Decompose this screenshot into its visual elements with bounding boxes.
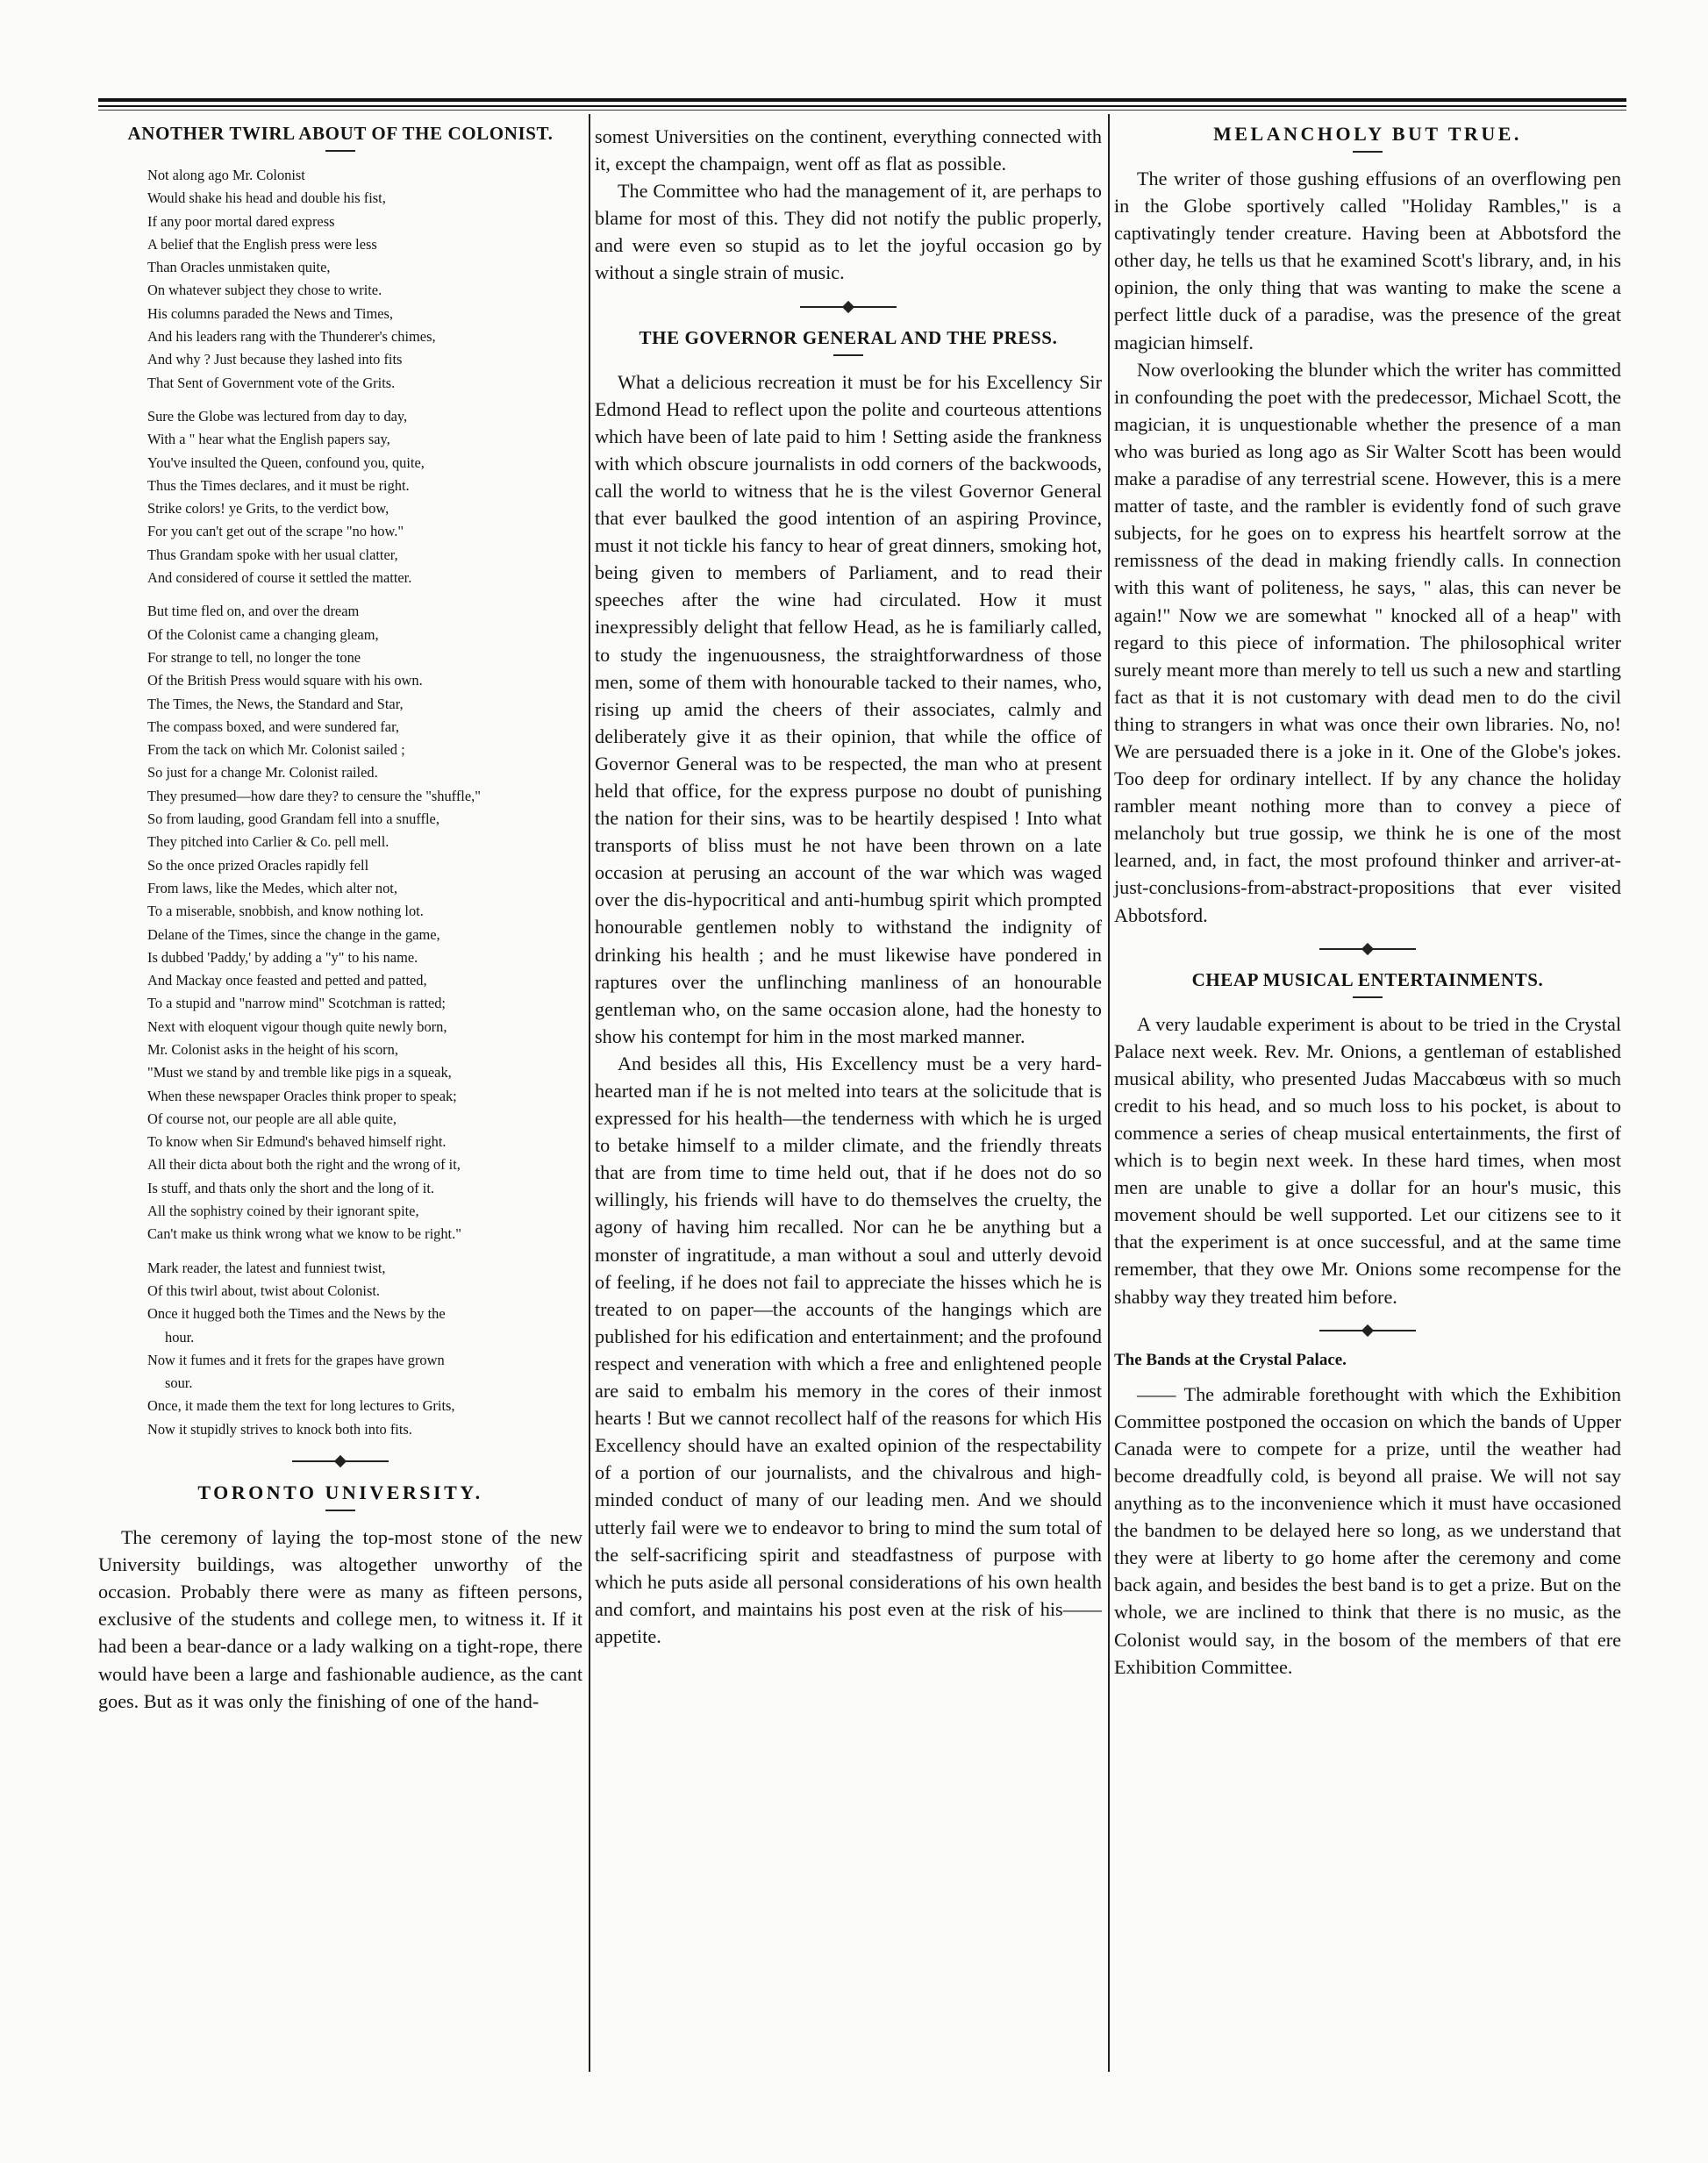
poem-stanza bbox=[147, 164, 582, 395]
poem-line: But time fled on, and over the dream bbox=[147, 603, 360, 620]
section-ornament bbox=[1114, 1323, 1621, 1338]
article-title: TORONTO UNIVERSITY. bbox=[197, 1481, 483, 1504]
column-right bbox=[1114, 123, 1621, 1681]
poem-line: If any poor mortal dared express bbox=[147, 212, 335, 230]
poem-line: Of this twirl about, twist about Colonist. bbox=[147, 1281, 380, 1299]
poem-line: sour. bbox=[165, 1374, 193, 1392]
poem-line: Now it fumes and it frets for the grapes have grown bbox=[147, 1351, 445, 1368]
title-dash bbox=[1353, 996, 1383, 998]
article-title: CHEAP MUSICAL ENTERTAINMENTS. bbox=[1191, 968, 1544, 990]
poem-line: His columns paraded the News and Times, bbox=[147, 304, 393, 322]
poem-line: Mr. Colonist asks in the height of his scorn, bbox=[147, 1040, 398, 1058]
poem-line: And Mackay once feasted and petted and patted, bbox=[147, 972, 427, 989]
article-body: —— The admirable forethought with which the Exhibition Committee postponed the occasion on which the bands of Upper Canada were to compete for a prize, until the weather had become dreadfully cold, is beyond all praise. We will not say anything as to the inconvenience which it must have occasioned the bandmen to be delayed here so long, as we understand that they were at liberty to go home after the ceremony and come back again, and besides the best band is to get a prize. But on the whole, we are inclined to think that there is no music, as the Colonist would say, in the bosom of the members of that ere Exhibition Committee. bbox=[1114, 1382, 1621, 1678]
poem-stanza bbox=[147, 600, 582, 1246]
article-paragraph: Now overlooking the blunder which the writer has committed in confounding the poet with the predecessor, Michael Scott, the magician, it is unquestionable whether the presence of a man who was buried as long ago as Sir Walter Scott has been would make a paradise of any terrestrial scene. However, this is a mere matter of taste, and the rambler is evidently fond of such grave subjects, for he goes on to express his heartfelt sorrow at the remissness of the dead in making friendly calls. In connection with this want of politeness, he says, " alas, this can never be again!" Now we are somewhat " knocked all of a heap" with regard to this piece of information. The philosophical writer surely meant more than merely to tell us such a new and startling fact as that it is not customary with dead men to do the civil thing to strangers in what was once their own libraries. No, no! We are persuaded there is a joke in it. One of the Globe's jokes. Too deep for ordinary intellect. If by any chance the holiday rambler meant nothing more than to convey a piece of melancholy but true gossip, we think he is one of the most learned, and, in fact, the most profound thinker and arriver-at-just-conclusions-from-abstract-propositions that ever visited Abbotsford. bbox=[1114, 358, 1621, 926]
article-body: The ceremony of laying the top-most stone of the new University buildings, was altogether unworthy of the occasion. Probably there were as many as fifteen persons, exclusive of the students and college men, to witness it. If it had been a bear-dance or a lady walking on a tight-rope, there would have been a large and fashionable audience, as the cant goes. But as it was only the finishing of one of the hand- bbox=[98, 1526, 582, 1712]
title-dash bbox=[833, 354, 863, 356]
section-ornament bbox=[1114, 941, 1621, 957]
poem-line: So from lauding, good Grandam fell into a snuffle, bbox=[147, 810, 440, 828]
article-title: MELANCHOLY BUT TRUE. bbox=[1213, 123, 1522, 145]
article-toronto-university bbox=[98, 1481, 582, 1715]
poem-line: "Must we stand by and tremble like pigs in a squeak, bbox=[147, 1064, 452, 1082]
poem-line: Not along ago Mr. Colonist bbox=[147, 167, 305, 183]
poem-line: When these newspaper Oracles think proper to speak; bbox=[147, 1087, 457, 1104]
column-divider-right bbox=[1108, 114, 1110, 2072]
article-body: A very laudable experiment is about to be tried in the Crystal Palace next week. Rev. Mr. Onions, a gentleman of established musical ability, who presented Judas Maccabœus with so much credit to his head, and so much loss to his pocket, is about to commence a series of cheap musical entertainments, the first of which is to begin next week. In these hard times, when most men are unable to give a dollar for an hour's music, this movement should be well supported. Let our citizens see to it that the experiment is at once successful, and at the same time remember, that they owe Mr. Onions some recompense for the shabby way they treated him before. bbox=[1114, 1012, 1621, 1308]
poem-line: From the tack on which Mr. Colonist sailed ; bbox=[147, 741, 405, 759]
poem-line: Of course not, our people are all able quite, bbox=[147, 1110, 397, 1127]
article-bands bbox=[1114, 1351, 1621, 1681]
article-paragraph: The writer of those gushing effusions of an overflowing pen in the Globe sportively called "Holiday Rambles," is a captivatingly tender creature. Having been at Abbotsford the other day, he tells us that he examined Scott's library, and, in his opinion, the only thing that was wanting to make the scene a perfect little duck of a paradise, was the presence of the great magician himself. bbox=[1114, 168, 1621, 353]
poem bbox=[147, 164, 582, 1441]
article-title: ANOTHER TWIRL ABOUT OF THE COLONIST. bbox=[127, 123, 554, 144]
section-ornament bbox=[595, 299, 1102, 315]
poem-line: To a stupid and "narrow mind" Scotchman is ratted; bbox=[147, 995, 446, 1012]
column-middle bbox=[595, 123, 1102, 1650]
poem-line: All their dicta about both the right and the wrong of it, bbox=[147, 1156, 461, 1174]
poem-line: They pitched into Carlier & Co. pell mell. bbox=[147, 833, 389, 851]
poem-line: You've insulted the Queen, confound you, quite, bbox=[147, 453, 425, 471]
poem-line: On whatever subject they chose to write. bbox=[147, 282, 382, 299]
section-ornament bbox=[98, 1453, 582, 1469]
poem-line: Would shake his head and double his fist, bbox=[147, 189, 386, 207]
poem-line: So just for a change Mr. Colonist railed. bbox=[147, 764, 378, 782]
masthead-rule-thin bbox=[98, 105, 1626, 107]
poem-line: Is dubbed 'Paddy,' by adding a "y" to his name. bbox=[147, 948, 418, 966]
poem-line: And considered of course it settled the matter. bbox=[147, 569, 412, 587]
article-musical bbox=[1114, 969, 1621, 1310]
poem-line: Thus Grandam spoke with her usual clatter, bbox=[147, 546, 398, 563]
title-dash bbox=[325, 150, 355, 152]
article-governor-general bbox=[595, 327, 1102, 1650]
poem-line: A belief that the English press were less bbox=[147, 235, 377, 253]
poem-line: hour. bbox=[165, 1328, 195, 1346]
poem-line: Strike colors! ye Grits, to the verdict bow, bbox=[147, 500, 389, 518]
poem-line: To know when Sir Edmund's behaved himself right. bbox=[147, 1133, 447, 1151]
poem-line: That Sent of Government vote of the Grits. bbox=[147, 374, 396, 391]
poem-line: Mark reader, the latest and funniest twist, bbox=[147, 1259, 386, 1276]
masthead-rule-hairline bbox=[98, 110, 1626, 111]
poem-line: Once, it made them the text for long lectures to Grits, bbox=[147, 1397, 455, 1415]
poem-line: For strange to tell, no longer the tone bbox=[147, 648, 361, 666]
poem-line: Once it hugged both the Times and the News by the bbox=[147, 1305, 446, 1323]
poem-line: To a miserable, snobbish, and know nothing lot. bbox=[147, 903, 424, 920]
column-divider-left bbox=[589, 114, 590, 2072]
article-body: The Committee who had the management of it, are perhaps to blame for most of this. They did not notify the public properly, and were even so stupid as to let the joyful occasion go by without a single strain of music. bbox=[595, 180, 1102, 284]
poem-line: All the sophistry coined by their ignorant spite, bbox=[147, 1203, 419, 1220]
poem-line: Than Oracles unmistaken quite, bbox=[147, 259, 331, 276]
article-body-continued: somest Universities on the continent, everything connected with it, except the champaign, went off as flat as possible. bbox=[595, 125, 1102, 175]
article-title: THE GOVERNOR GENERAL AND THE PRESS. bbox=[639, 326, 1058, 348]
poem-line: The compass boxed, and were sundered far, bbox=[147, 717, 399, 735]
poem-line: Can't make us think wrong what we know to be right." bbox=[147, 1225, 461, 1243]
poem-line: And his leaders rang with the Thunderer's chimes, bbox=[147, 328, 436, 346]
article-paragraph: And besides all this, His Excellency must be a very hard-hearted man if he is not melted into tears at the solicitude that is expressed for his health—the tenderness with which he is urged to betake himself to a milder climate, and the friendly threats that are from time to time held out, that if he does not do so willingly, his friends will have to do themselves the cruelty, the agony of having him recalled. Nor can he be anything but a monster of ingratitude, a man without a soul and utterly devoid of feeling, if he does not fail to appreciate the hisses which he is treated to on paper—the accounts of the hangings which are published for his edification and entertainment; and the profound respect and veneration with which a free and enlightened people are said to embalm his memory in the cores of their inmost hearts ! But we cannot recollect half of the reasons for which His Excellency should have an exalted opinion of the respectability of a portion of our journalists, and the chivalrous and high-minded conduct of many of our leading men. And we should utterly fail were we to endeavor to bring to mind the sum total of the self-sacrificing spirit and steadfastness of purpose with which he puts aside all personal considerations of his own health and comfort, and maintains his post even at the risk of his——appetite. bbox=[595, 1052, 1102, 1647]
poem-stanza bbox=[147, 1257, 582, 1441]
column-left bbox=[98, 123, 582, 1715]
poem-line: And why ? Just because they lashed into fits bbox=[147, 351, 403, 368]
article-title: The Bands at the Crystal Palace. bbox=[1114, 1350, 1347, 1369]
poem-line: The Times, the News, the Standard and Star, bbox=[147, 695, 404, 712]
poem-line: For you can't get out of the scrape "no how." bbox=[147, 523, 404, 540]
poem-line: Next with eloquent vigour though quite newly born, bbox=[147, 1017, 447, 1035]
poem-line: Thus the Times declares, and it must be right. bbox=[147, 476, 410, 494]
title-dash bbox=[1353, 151, 1383, 153]
poem-line: Delane of the Times, since the change in the game, bbox=[147, 925, 440, 943]
poem-line: Of the Colonist came a changing gleam, bbox=[147, 625, 379, 643]
poem-line: Of the British Press would square with his own. bbox=[147, 672, 423, 689]
poem-line: They presumed—how dare they? to censure the "shuffle," bbox=[147, 787, 481, 804]
poem-line: Is stuff, and thats only the short and the long of it. bbox=[147, 1179, 435, 1196]
article-melancholy bbox=[1114, 123, 1621, 929]
article-paragraph: What a delicious recreation it must be for his Excellency Sir Edmond Head to reflect upon the polite and courteous attentions which have been of late paid to him ! Setting aside the frankness with which obscure journalists in odd corners of the backwoods, call the world to witness that he is the vilest Governor General that ever baulked the good intention of an aspiring Province, must it not tickle his fancy to hear of great dinners, smoking hot, being given to members of Parliament, and to read their speeches after the wine had circulated. How it must inexpressibly delight that fellow Head, as he is familiarly called, to study the ingenuousness, the straightforwardness of those men, some of them with honourable tacked to their names, who, rising up amid the cheers of their associates, calmly and deliberately give it as their opinion, that while the office of Governor General was to be respected, the man who at present held that office, for the express purpose no doubt of punishing the nation for their sins, was to be heartily despised ! Into what transports of bliss must he not have been thrown on a late occasion at perusing an account of the war which was waged over the dis-hypocritical and anti-humbug spirit which prompted honourable gentlemen nobly to withstand the indignity of drinking his health ; and he must likewise have pondered in raptures over the unflinching manliness of an honourable gentleman who, on the same occasion alone, had the honesty to show his contempt for him in the most marked manner. bbox=[595, 370, 1102, 1047]
poem-stanza bbox=[147, 405, 582, 589]
title-dash bbox=[325, 1510, 355, 1511]
article-colonist bbox=[98, 123, 582, 1441]
poem-line: With a " hear what the English papers say, bbox=[147, 431, 390, 448]
poem-line: From laws, like the Medes, which alter not, bbox=[147, 879, 397, 896]
poem-line: Sure the Globe was lectured from day to day, bbox=[147, 407, 408, 425]
poem-line: Now it stupidly strives to knock both into fits. bbox=[147, 1420, 412, 1438]
poem-line: So the once prized Oracles rapidly fell bbox=[147, 856, 369, 874]
masthead-rule bbox=[98, 98, 1626, 102]
